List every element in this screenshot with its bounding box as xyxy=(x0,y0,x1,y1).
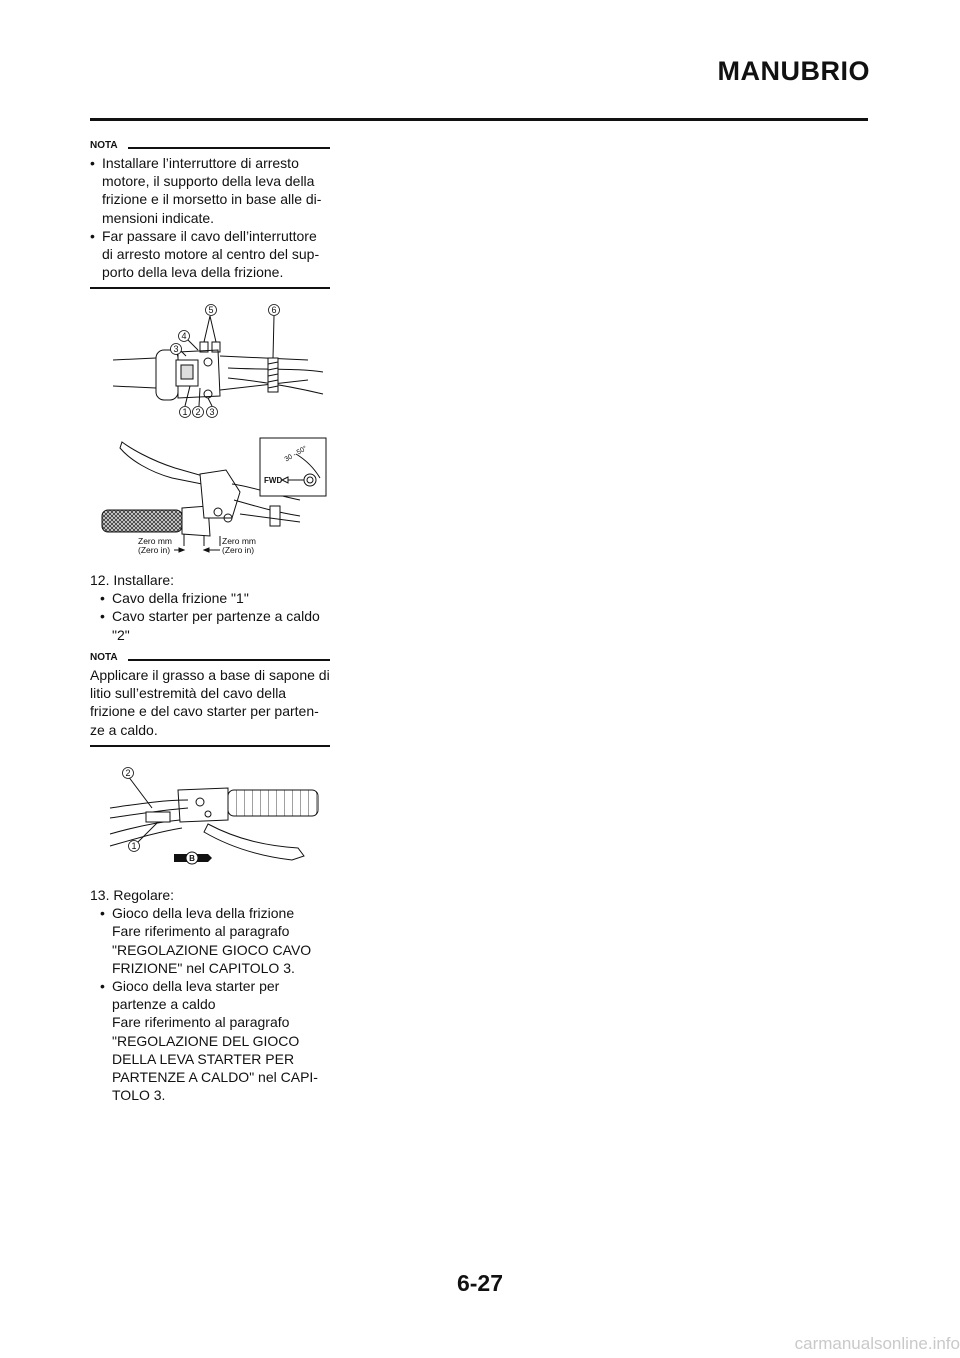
nota-rule xyxy=(128,147,330,149)
svg-text:2: 2 xyxy=(195,407,201,417)
step-13-item xyxy=(100,904,330,977)
nota-bullet: • Installare l’interruttore di arresto motore, il supporto della leva della frizione e il morsetto in base alle di-mensioni indicate. xyxy=(90,154,330,227)
dimension-label-2: Zero mm xyxy=(222,536,256,546)
nota-box-1 xyxy=(90,140,330,289)
callout-4 xyxy=(179,331,190,342)
dimension-label-1: Zero mm xyxy=(138,536,172,546)
dimension-sublabel-1: (Zero in) xyxy=(138,545,171,555)
callout-2 xyxy=(123,768,134,779)
callout-3-bottom xyxy=(207,407,218,418)
page-number: 6-27 xyxy=(456,1270,504,1296)
step-12-item: • Cavo della frizione "1" xyxy=(100,589,330,607)
step-13-item xyxy=(100,977,330,1104)
nota-end-rule xyxy=(90,745,330,747)
step-13-item-label: • Gioco della leva della frizione xyxy=(112,905,295,922)
grease-badge xyxy=(174,852,212,864)
step-13-item-ref: Fare riferimento al paragrafo "REGOLAZIONE DEL GIOCO DELLA LEVA STARTER PER PARTENZE A CALDO" nel CAPI-TOLO 3. xyxy=(112,1014,318,1104)
page-title: MANUBRIO xyxy=(717,56,870,86)
step-number: 12. xyxy=(90,572,110,588)
nota-label: NOTA xyxy=(90,652,118,663)
svg-text:5: 5 xyxy=(208,305,214,315)
header-rule xyxy=(90,118,868,121)
callout-2 xyxy=(193,407,204,418)
inset-angle: 30 - 50° xyxy=(283,445,309,464)
nota-header xyxy=(90,140,330,154)
nota-header xyxy=(90,652,330,666)
cable-install-diagram xyxy=(108,760,328,872)
svg-text:1: 1 xyxy=(131,841,137,851)
nota-label: NOTA xyxy=(90,140,118,151)
dimension-sublabel-2: (Zero in) xyxy=(222,545,255,555)
step-13-item-ref: Fare riferimento al paragrafo "REGOLAZIONE GIOCO CAVO FRIZIONE" nel CAPITOLO 3. xyxy=(112,923,312,976)
nota-text: Applicare il grasso a base di sapone di litio sull’estremità del cavo della frizione e del cavo starter per parten-ze a caldo. xyxy=(90,667,330,738)
step-title: Regolare: xyxy=(113,887,175,903)
nota-rule xyxy=(128,659,330,661)
clutch-lever-diagram xyxy=(100,436,330,560)
nota-bullet: • Far passare il cavo dell’interruttore di arresto motore al centro del sup-porto della leva della frizione. xyxy=(90,227,330,282)
callout-1 xyxy=(129,841,140,852)
callout-1 xyxy=(180,407,191,418)
step-12 xyxy=(90,571,330,644)
callout-5 xyxy=(206,305,217,316)
svg-text:1: 1 xyxy=(182,407,188,417)
callout-3-top xyxy=(171,344,182,355)
step-13 xyxy=(90,886,330,1104)
nota-box-2 xyxy=(90,652,330,747)
inset-fwd-label: FWD xyxy=(264,476,283,485)
step-13-heading xyxy=(90,886,330,904)
svg-text:B: B xyxy=(189,854,195,863)
step-title: Installare: xyxy=(113,572,175,588)
svg-text:6: 6 xyxy=(271,305,277,315)
callout-6 xyxy=(269,305,280,316)
svg-text:2: 2 xyxy=(125,768,131,778)
step-12-item: • Cavo starter per partenze a caldo "2" xyxy=(100,607,330,643)
nota-end-rule xyxy=(90,287,330,289)
svg-text:4: 4 xyxy=(181,331,187,341)
svg-text:3: 3 xyxy=(173,344,179,354)
step-13-item-label: • Gioco della leva starter per partenze a caldo xyxy=(112,978,280,1013)
svg-text:3: 3 xyxy=(209,407,215,417)
step-12-heading xyxy=(90,571,330,589)
watermark: carmanualsonline.info xyxy=(794,1334,960,1353)
switch-assembly-diagram xyxy=(108,298,328,426)
step-number: 13. xyxy=(90,887,110,903)
